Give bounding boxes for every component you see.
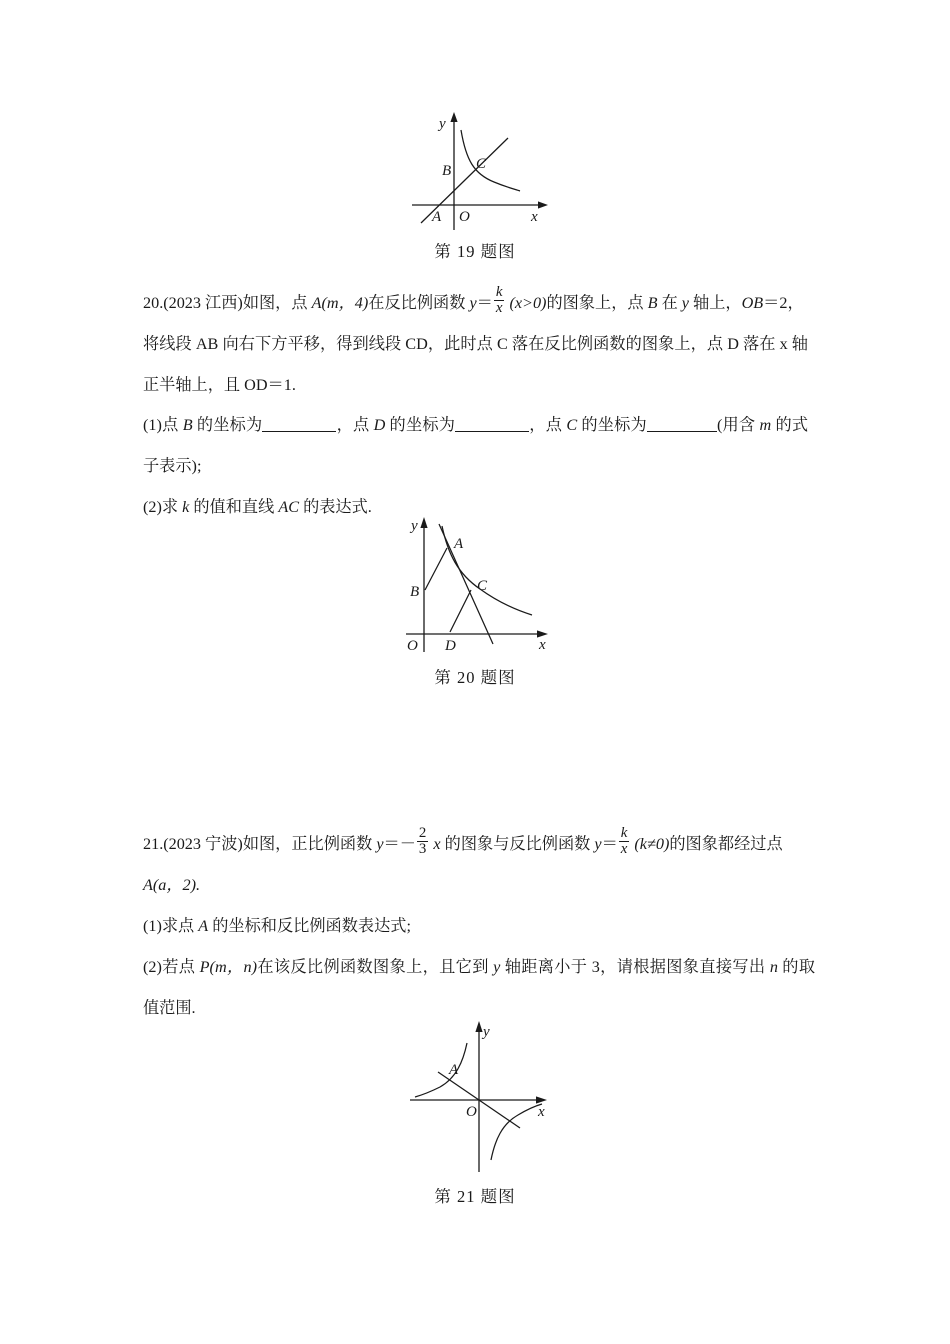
q2-point-p: P(m，n) (199, 958, 257, 976)
problem-21 (143, 824, 815, 1029)
q2-line-ac: AC (278, 498, 300, 516)
problem-20-point-b: B (647, 294, 658, 312)
problem-21-q1: (1)求点 A 的坐标和反比例函数表达式; (143, 917, 411, 935)
label-B: B (410, 584, 420, 600)
problem-21-stem-a: 如图，正比例函数 (242, 835, 377, 853)
problem-21-stem-c: 的图象都经过点 (669, 835, 783, 853)
problem-20-equals: ＝ (476, 294, 493, 312)
label-D: D (445, 638, 456, 654)
answer-blank-b[interactable] (262, 431, 336, 432)
q2-var-n: n (769, 958, 778, 976)
label-O: O (459, 209, 470, 225)
label-x: x (539, 637, 546, 653)
figure-21-svg (392, 1012, 567, 1177)
problem-21-q2: (2)若点 P(m，n)在该反比例函数图象上，且它到 y 轴距离小于 3，请根据图象直接写出 n 的取值范围. (143, 958, 816, 1017)
segment-CD (450, 590, 471, 632)
q1-point-d: D (373, 416, 386, 434)
problem-20 (143, 283, 808, 406)
hyperbola-curve (461, 130, 520, 191)
x-axis-arrow (538, 201, 548, 208)
problem-21-x: x (429, 835, 441, 853)
problem-20-number: 20. (143, 294, 164, 312)
fraction-denominator: x (620, 841, 628, 858)
fraction-denominator: 3 (418, 841, 427, 858)
problem-20-stem-line2: 将线段 AB 向右下方平移，得到线段 CD，此时点 C 落在反比例函数的图象上，点 D 落在 x 轴正半轴上，且 OD＝1. (143, 335, 808, 394)
problem-20-point-a-args: (m，4) (321, 294, 369, 312)
problem-20-point-a: A (311, 294, 322, 312)
label-C: C (476, 156, 487, 172)
fraction-numerator: k (495, 283, 503, 300)
figure-20 (398, 512, 568, 657)
problem-20-ob-val: ＝2， (763, 294, 804, 312)
fraction-numerator: k (620, 824, 628, 841)
problem-21-point-text: A(a，2). (143, 876, 201, 894)
y-axis-arrow (420, 517, 427, 528)
figure-19 (398, 108, 558, 233)
figure-21-caption: 第 21 题图 (434, 1187, 516, 1206)
problem-21-y2: y (594, 835, 602, 853)
problem-20-y: y (469, 294, 477, 312)
problem-20-q2: (2)求 k 的值和直线 AC 的表达式. (143, 498, 372, 516)
problem-20-ob: OB (741, 294, 764, 312)
label-O: O (407, 638, 418, 654)
problem-21-source: (2023 宁波) (163, 835, 243, 853)
answer-blank-c[interactable] (647, 431, 717, 432)
problem-20-y2: y (681, 294, 689, 312)
hyperbola-branch-q4 (491, 1104, 542, 1160)
label-y: y (411, 518, 418, 534)
q1-point-c: C (566, 416, 578, 434)
label-O: O (466, 1104, 477, 1120)
problem-20-questions (143, 405, 808, 528)
hyperbola-branch-q2 (415, 1043, 467, 1097)
q1-point-a: A (198, 917, 209, 935)
y-axis-arrow (450, 112, 457, 122)
problem-21-equals: ＝ (383, 835, 400, 853)
label-C: C (477, 578, 488, 594)
fraction-numerator: 2 (418, 824, 427, 841)
fraction-2-over-3 (417, 826, 428, 858)
label-A: A (454, 536, 464, 552)
figure-21 (392, 1012, 567, 1177)
problem-20-stem-line1 (143, 283, 808, 324)
problem-21-equals2: ＝ (601, 835, 618, 853)
figure-19-caption: 第 19 题图 (434, 242, 516, 261)
problem-20-q1: (1)点 B 的坐标为 ，点 D 的坐标为 ，点 C 的坐标为 (用含 m 的式子表示); (143, 416, 809, 475)
problem-20-source: (2023 江西) (163, 294, 243, 312)
problem-21-number: 21. (143, 835, 164, 853)
problem-21-y: y (376, 835, 384, 853)
problem-21-minus: － (399, 835, 416, 853)
problem-21-stem-b: 的图象与反比例函数 (440, 835, 595, 853)
problem-20-stem-e: 轴上， (688, 294, 742, 312)
q2-var-k: k (182, 498, 190, 516)
problem-20-stem-a: 如图，点 (242, 294, 312, 312)
segment-AB (425, 548, 447, 590)
label-A: A (449, 1062, 459, 1078)
label-x: x (531, 209, 538, 225)
problem-20-stem-b: 在反比例函数 (368, 294, 470, 312)
answer-blank-d[interactable] (455, 431, 529, 432)
label-x: x (538, 1104, 545, 1120)
problem-20-domain: (x>0) (505, 294, 547, 312)
q1-point-b: B (182, 416, 193, 434)
problem-21-k-cond: (k≠0) (630, 835, 670, 853)
label-y: y (439, 116, 446, 132)
fraction-k-over-x (619, 826, 630, 858)
figure-20-svg (398, 512, 568, 657)
y-axis-arrow (475, 1021, 482, 1032)
problem-21-stem (143, 824, 815, 865)
figure-19-svg (398, 108, 558, 233)
q1-var-m: m (759, 416, 772, 434)
label-y: y (483, 1024, 490, 1040)
q2-axis-y: y (493, 958, 501, 976)
problem-21-point (143, 865, 815, 906)
label-B: B (442, 163, 452, 179)
problem-20-stem-c: 的图象上，点 (546, 294, 648, 312)
problem-20-stem-d: 在 (657, 294, 682, 312)
fraction-k-over-x (494, 285, 505, 317)
x-axis-arrow (536, 1096, 547, 1103)
label-A: A (432, 209, 442, 225)
figure-20-caption: 第 20 题图 (434, 668, 516, 687)
fraction-denominator: x (495, 300, 503, 317)
